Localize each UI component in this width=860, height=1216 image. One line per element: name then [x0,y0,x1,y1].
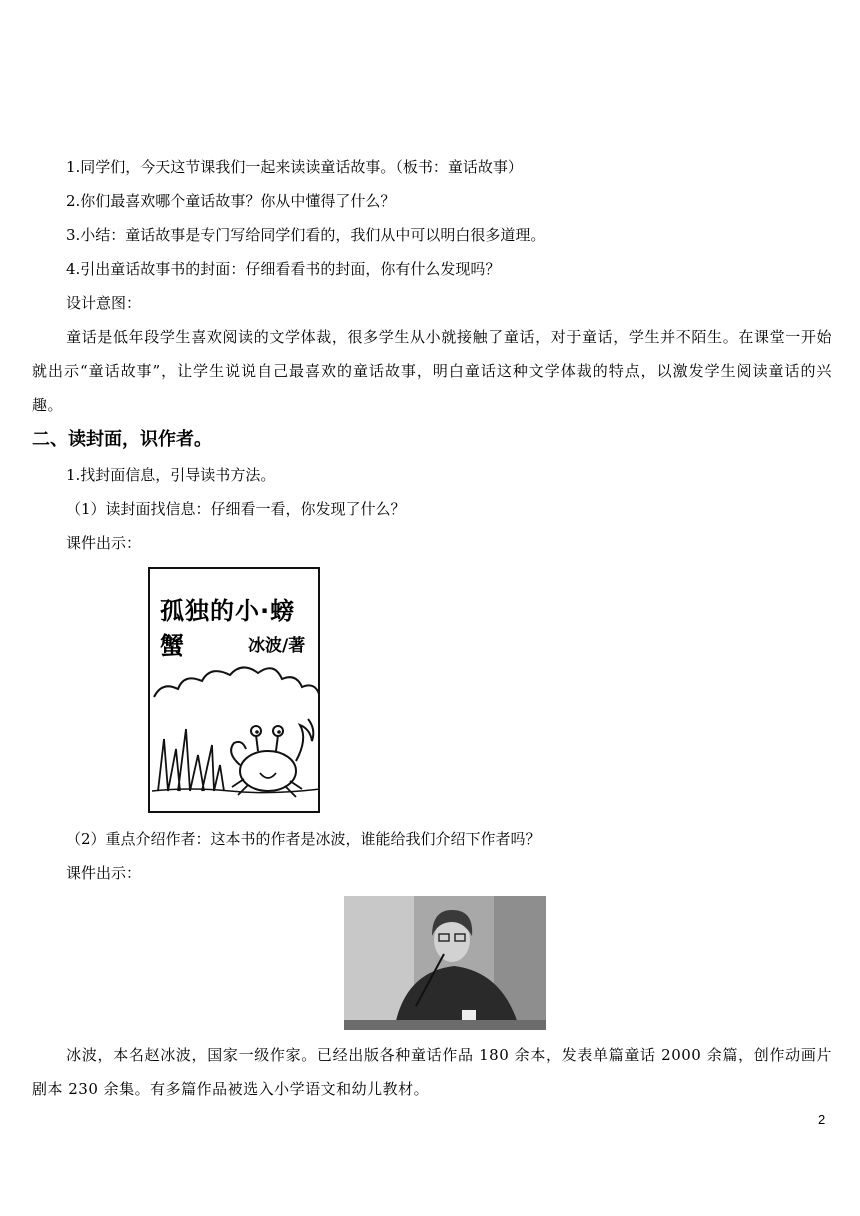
section2-step-1: 1.找封面信息，引导读书方法。 [66,466,276,484]
intro-step-4: 4.引出童话故事书的封面：仔细看看书的封面，你有什么发现吗？ [66,260,501,278]
author-bio-paragraph [32,1038,832,1106]
page-number: 2 [818,1112,826,1127]
slide-label-1: 课件出示： [66,534,142,552]
cover-author: 冰波/著 [248,636,306,656]
author-photo [344,896,546,1030]
section2-step-1b: （2）重点介绍作者：这本书的作者是冰波，谁能给我们介绍下作者吗？ [66,830,541,848]
section2-step-1a: （1）读封面找信息：仔细看一看，你发现了什么？ [66,500,406,518]
design-intent-paragraph [32,320,832,422]
design-intent-text: 童话是低年段学生喜欢阅读的文学体裁，很多学生从小就接触了童话，对于童话，学生并不陌生。在课堂一开始就出示“童话故事”，让学生说说自己最喜欢的童话故事，明白童话这种文学体裁的特点，以激发学生阅读童话的兴趣。 [32,328,832,414]
author-bio-text: 冰波，本名赵冰波，国家一级作家。已经出版各种童话作品 180 余本，发表单篇童话 2000 余篇，创作动画片剧本 230 余集。有多篇作品被选入小学语文和幼儿教材。 [32,1046,832,1098]
slide-label-2: 课件出示： [66,864,142,882]
intro-step-1: 1.同学们，今天这节课我们一起来读读童话故事。（板书：童话故事） [66,158,523,176]
intro-step-2: 2.你们最喜欢哪个童话故事？你从中懂得了什么？ [66,192,396,210]
intro-step-3: 3.小结：童话故事是专门写给同学们看的，我们从中可以明白很多道理。 [66,226,546,244]
cover-title: 孤独的小·螃蟹 [160,597,296,660]
section-heading: 二、读封面，识作者。 [32,429,212,450]
book-cover-image [148,567,320,813]
design-intent-label: 设计意图： [66,294,142,312]
author-photo-illustration [344,896,546,1030]
